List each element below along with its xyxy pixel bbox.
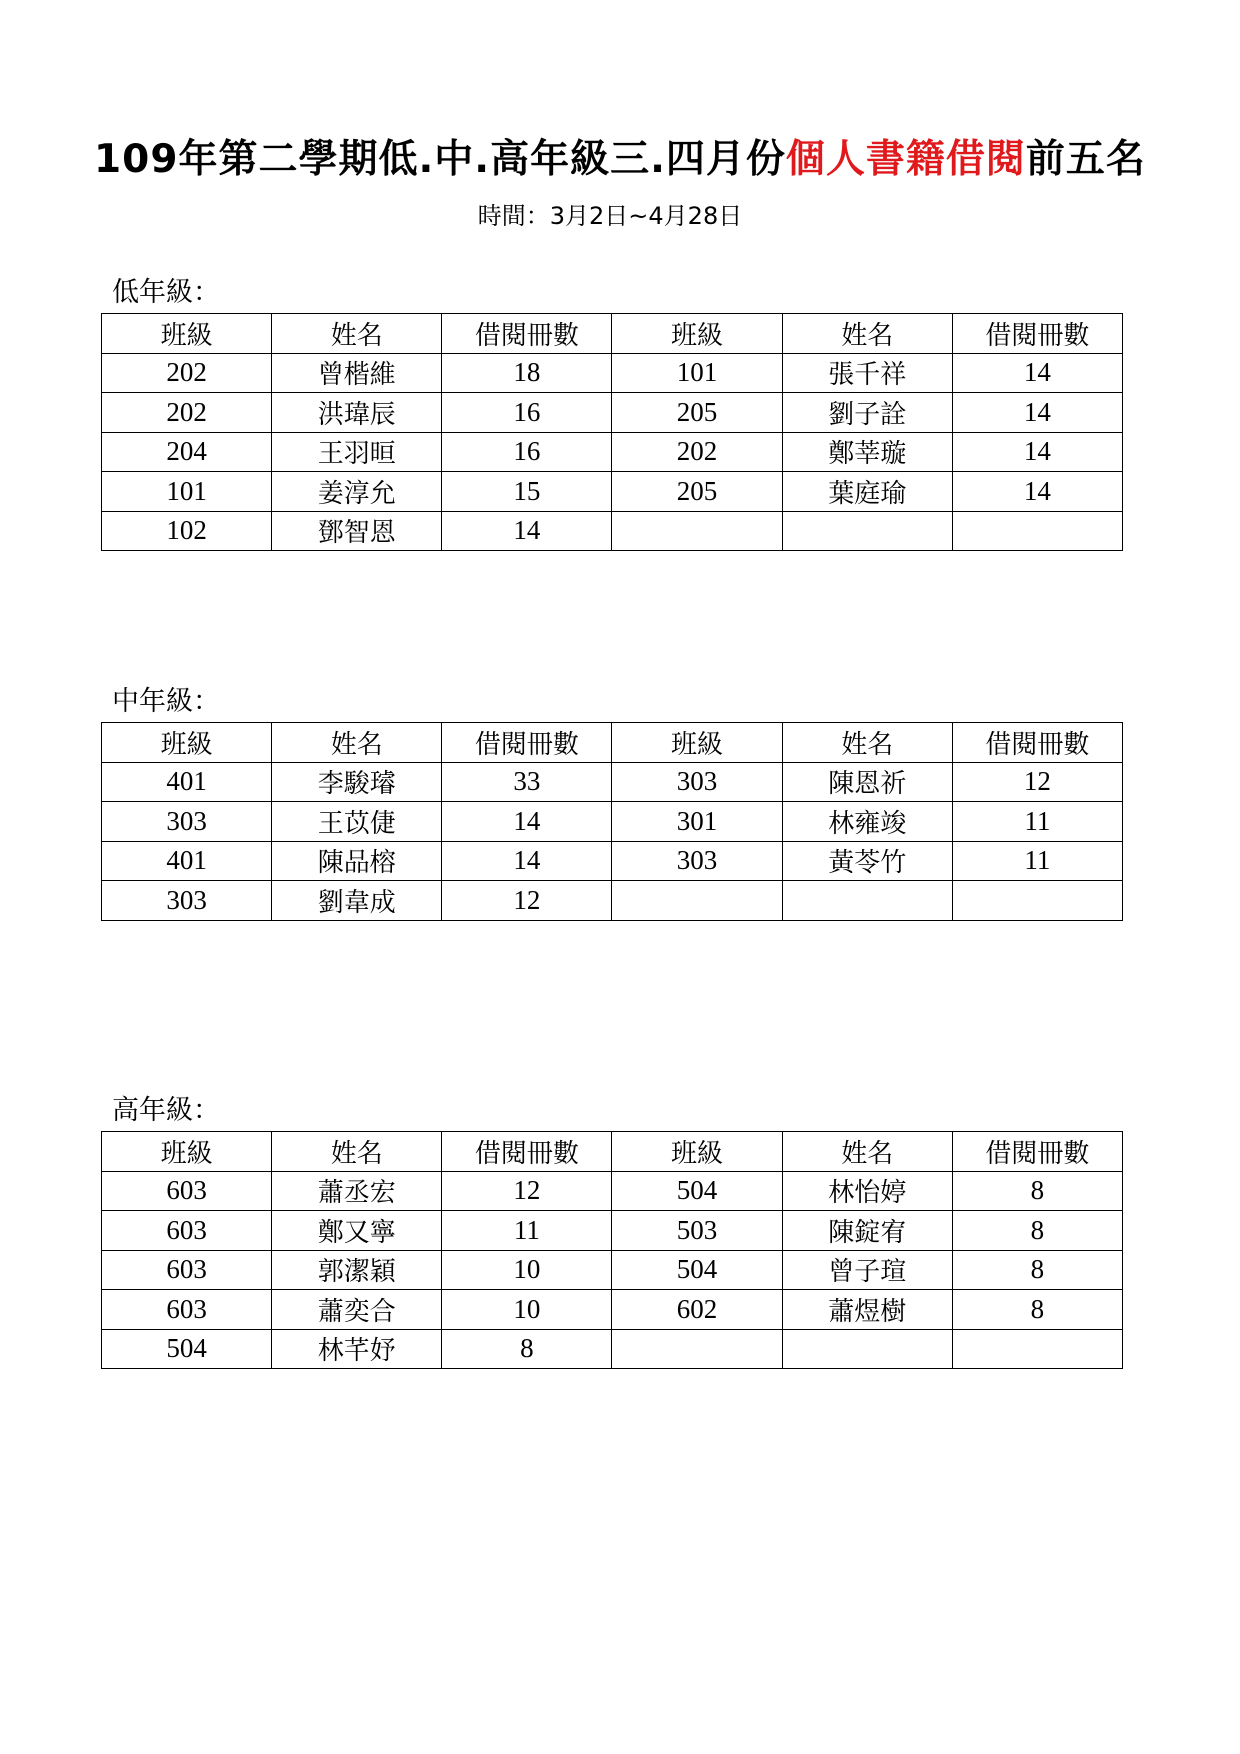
table-row [102,881,1123,921]
class-cell: 401 [102,762,272,802]
student-name-cell: 蕭奕合 [272,1290,442,1330]
table-lower-grade [101,313,1123,551]
class-cell: 303 [102,881,272,921]
column-header: 姓名 [782,314,952,354]
column-header: 班級 [102,1132,272,1172]
section-label-lower: 低年級： [112,277,220,308]
table-upper-grade [101,1131,1123,1369]
table-row [102,1211,1123,1251]
class-cell: 603 [102,1211,272,1251]
column-header: 借閱冊數 [952,314,1122,354]
column-header: 借閱冊數 [952,1132,1122,1172]
borrow-count-cell [952,881,1122,921]
class-cell: 102 [102,511,272,551]
borrow-count-cell: 8 [952,1171,1122,1211]
student-name-cell: 張千祥 [782,353,952,393]
student-name-cell: 鄭莘璇 [782,432,952,472]
table-row [102,472,1123,512]
student-name-cell [782,881,952,921]
table-header-row [102,314,1123,354]
class-cell: 603 [102,1171,272,1211]
column-header: 班級 [612,1132,782,1172]
table-row [102,802,1123,842]
column-header: 姓名 [782,1132,952,1172]
page-title [0,128,1240,184]
borrow-count-cell: 14 [952,393,1122,433]
student-name-cell: 林雍竣 [782,802,952,842]
borrow-count-cell: 11 [442,1211,612,1251]
section-label-upper: 高年級： [112,1095,220,1126]
table-row [102,511,1123,551]
table-row [102,841,1123,881]
borrow-count-cell: 14 [442,802,612,842]
column-header: 借閱冊數 [442,723,612,763]
student-name-cell: 蕭煜樹 [782,1290,952,1330]
column-header: 姓名 [782,723,952,763]
borrow-count-cell: 8 [442,1329,612,1369]
student-name-cell: 陳品榕 [272,841,442,881]
class-cell: 401 [102,841,272,881]
table-row [102,1171,1123,1211]
table-row [102,432,1123,472]
borrow-count-cell: 8 [952,1211,1122,1251]
student-name-cell: 林怡婷 [782,1171,952,1211]
title-highlight: 個人書籍借閱 [785,137,1026,182]
borrow-count-cell: 12 [952,762,1122,802]
borrow-count-cell [952,511,1122,551]
student-name-cell: 蕭丞宏 [272,1171,442,1211]
student-name-cell: 曾子瑄 [782,1250,952,1290]
borrow-count-cell: 14 [952,432,1122,472]
student-name-cell: 葉庭瑜 [782,472,952,512]
student-name-cell [782,511,952,551]
table-header-row [102,1132,1123,1172]
borrow-count-cell: 10 [442,1250,612,1290]
class-cell: 504 [102,1329,272,1369]
student-name-cell: 劉子詮 [782,393,952,433]
class-cell: 205 [612,472,782,512]
class-cell: 504 [612,1250,782,1290]
borrow-count-cell: 12 [442,1171,612,1211]
class-cell: 303 [102,802,272,842]
column-header: 姓名 [272,314,442,354]
student-name-cell [782,1329,952,1369]
class-cell: 204 [102,432,272,472]
borrow-count-cell: 8 [952,1250,1122,1290]
table-row [102,353,1123,393]
student-name-cell: 李駿璿 [272,762,442,802]
date-range: 時間：3月2日~4月28日 [477,202,743,230]
borrow-count-cell: 10 [442,1290,612,1330]
student-name-cell: 鄭又寧 [272,1211,442,1251]
class-cell: 503 [612,1211,782,1251]
class-cell [612,881,782,921]
student-name-cell: 洪瑋辰 [272,393,442,433]
class-cell: 602 [612,1290,782,1330]
column-header: 班級 [612,314,782,354]
column-header: 借閱冊數 [442,1132,612,1172]
borrow-count-cell: 12 [442,881,612,921]
column-header: 姓名 [272,1132,442,1172]
table-row [102,1290,1123,1330]
table-middle-grade [101,722,1123,921]
class-cell: 301 [612,802,782,842]
borrow-count-cell: 16 [442,432,612,472]
student-name-cell: 林芊妤 [272,1329,442,1369]
class-cell [612,1329,782,1369]
table-row [102,762,1123,802]
class-cell: 504 [612,1171,782,1211]
borrow-count-cell: 8 [952,1290,1122,1330]
borrow-count-cell: 33 [442,762,612,802]
student-name-cell: 王苡倢 [272,802,442,842]
table-row [102,393,1123,433]
class-cell: 205 [612,393,782,433]
borrow-count-cell: 14 [442,511,612,551]
class-cell: 202 [102,353,272,393]
borrow-count-cell: 11 [952,802,1122,842]
table-row [102,1250,1123,1290]
title-suffix: 前五名 [1025,137,1146,182]
table-row [102,1329,1123,1369]
student-name-cell: 黃苓竹 [782,841,952,881]
column-header: 借閱冊數 [952,723,1122,763]
column-header: 借閱冊數 [442,314,612,354]
student-name-cell: 王羽晅 [272,432,442,472]
student-name-cell: 鄧智恩 [272,511,442,551]
borrow-count-cell: 11 [952,841,1122,881]
borrow-count-cell: 14 [952,472,1122,512]
student-name-cell: 劉韋成 [272,881,442,921]
borrow-count-cell: 15 [442,472,612,512]
table-header-row [102,723,1123,763]
class-cell: 202 [102,393,272,433]
title-prefix: 109年第二學期低.中.高年級三.四月份 [94,137,786,182]
student-name-cell: 曾楷維 [272,353,442,393]
student-name-cell: 陳恩祈 [782,762,952,802]
student-name-cell: 姜淳允 [272,472,442,512]
class-cell: 202 [612,432,782,472]
column-header: 姓名 [272,723,442,763]
column-header: 班級 [102,723,272,763]
class-cell: 603 [102,1250,272,1290]
column-header: 班級 [612,723,782,763]
student-name-cell: 郭潔穎 [272,1250,442,1290]
student-name-cell: 陳錠宥 [782,1211,952,1251]
class-cell: 101 [612,353,782,393]
borrow-count-cell: 18 [442,353,612,393]
section-label-middle: 中年級： [112,686,220,717]
borrow-count-cell [952,1329,1122,1369]
borrow-count-cell: 16 [442,393,612,433]
column-header: 班級 [102,314,272,354]
class-cell: 303 [612,762,782,802]
class-cell: 303 [612,841,782,881]
borrow-count-cell: 14 [952,353,1122,393]
class-cell [612,511,782,551]
class-cell: 603 [102,1290,272,1330]
borrow-count-cell: 14 [442,841,612,881]
class-cell: 101 [102,472,272,512]
